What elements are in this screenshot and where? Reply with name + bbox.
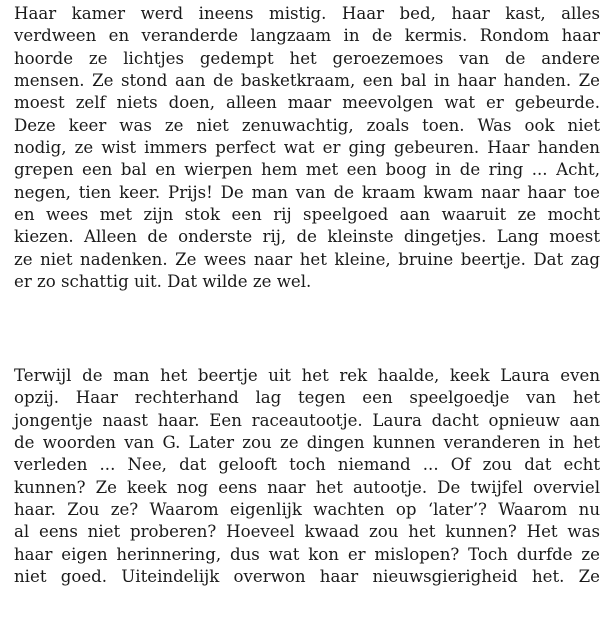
text-line: jongentje naast haar. Een raceautootje. Laura dacht opnieuw aan	[14, 410, 600, 430]
text-line: negen, tien keer. Prijs! De man van de kraam kwam naar haar toe	[14, 182, 600, 202]
text-line: nodig, ze wist immers perfect wat er ging gebeuren. Haar handen	[14, 138, 600, 158]
text-line: verleden ... Nee, dat gelooft toch niemand ... Of zou dat echt	[14, 455, 600, 475]
paragraph-raceautootje	[14, 365, 600, 588]
text-line: kunnen? Ze keek nog eens naar het autootje. De twijfel overviel	[14, 477, 600, 497]
text-line: Terwijl de man het beertje uit het rek haalde, keek Laura even	[14, 366, 600, 385]
text-line: niet goed. Uiteindelijk overwon haar nieuwsgierigheid het. Ze	[14, 567, 600, 587]
text-line: de woorden van G. Later zou ze dingen kunnen veranderen in het	[14, 433, 600, 453]
text-line: haar eigen herinnering, dus wat kon er mislopen? Toch durfde ze	[14, 544, 600, 564]
text-line: verdween en veranderde langzaam in de kermis. Rondom haar	[14, 26, 600, 46]
text-line: grepen een bal en wierpen hem met een boog in de ring ... Acht,	[14, 160, 600, 180]
text-line: haar. Zou ze? Waarom eigenlijk wachten op ‘later’? Waarom nu	[14, 500, 600, 520]
text-line: mensen. Ze stond aan de basketkraam, een bal in haar handen. Ze	[14, 71, 600, 91]
text-line: er zo schattig uit. Dat wilde ze wel.	[14, 272, 312, 292]
text-line: hoorde ze lichtjes gedempt het geroezemoes van de andere	[14, 48, 600, 68]
text-line: kiezen. Alleen de onderste rij, de kleinste dingetjes. Lang moest	[14, 227, 600, 247]
text-line: al eens niet proberen? Hoeveel kwaad zou het kunnen? Het was	[14, 522, 600, 542]
text-line: Deze keer was ze niet zenuwachtig, zoals toen. Was ook niet	[14, 115, 600, 135]
text-line: moest zelf niets doen, alleen maar meevolgen wat er gebeurde.	[14, 93, 600, 113]
text-line: Haar kamer werd ineens mistig. Haar bed, haar kast, alles	[14, 4, 600, 23]
text-line: opzij. Haar rechterhand lag tegen een speelgoedje van het	[14, 388, 600, 408]
text-line: ze niet nadenken. Ze wees naar het kleine, bruine beertje. Dat zag	[14, 249, 600, 269]
paragraph-kermis-memory	[14, 3, 600, 293]
text-line: en wees met zijn stok een rij speelgoed aan waaruit ze mocht	[14, 205, 600, 225]
